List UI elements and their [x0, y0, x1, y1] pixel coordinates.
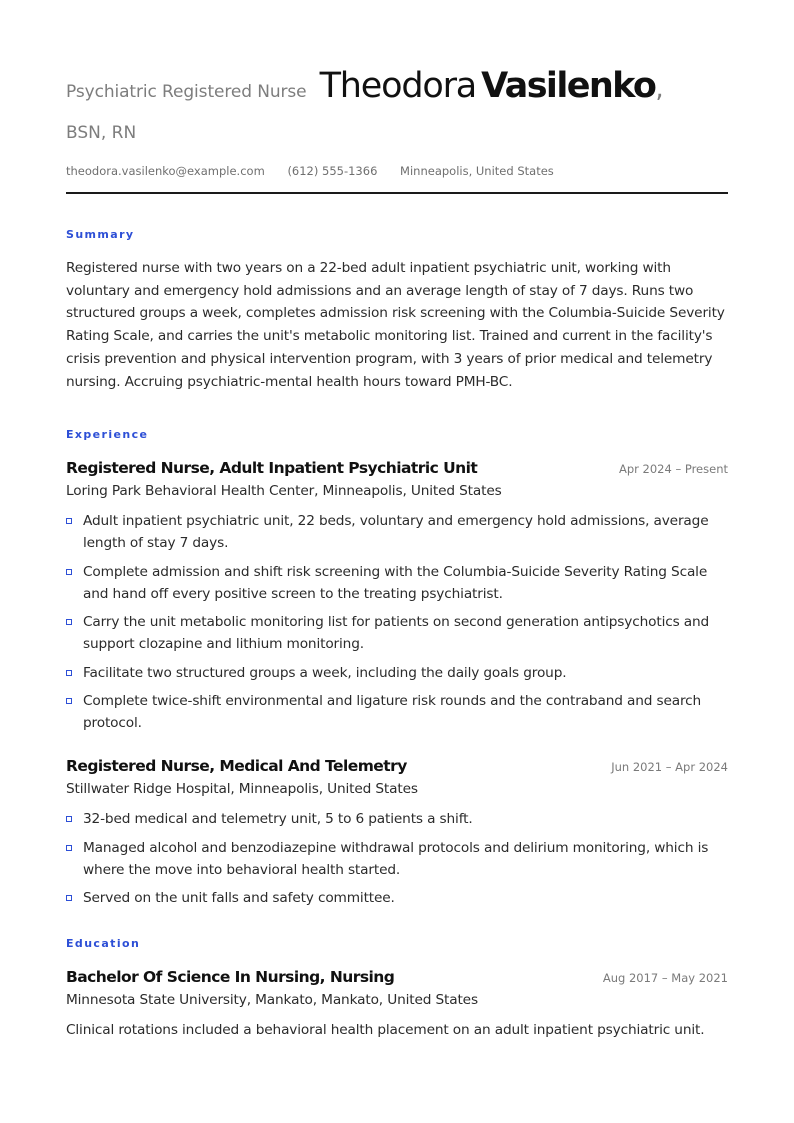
- entry-header: [66, 754, 728, 778]
- entry-header: [66, 456, 728, 480]
- experience-entry: [66, 456, 728, 734]
- entry-header: [66, 965, 728, 989]
- entry-organization: Minnesota State University, Mankato, Mankato, United States: [66, 992, 478, 1009]
- experience-entry: [66, 754, 728, 909]
- entry-title: Registered Nurse, Adult Inpatient Psychiatric Unit: [66, 459, 478, 478]
- list-item: [66, 837, 728, 881]
- bullet-list: [66, 808, 728, 909]
- list-item: [66, 510, 728, 554]
- experience-heading: Experience: [66, 428, 149, 442]
- square-bullet-icon: [66, 619, 72, 625]
- bullet-text: Managed alcohol and benzodiazepine withdrawal protocols and delirium monitoring, which is where the move into behavioral health started.: [83, 839, 709, 878]
- list-item: [66, 887, 728, 909]
- square-bullet-icon: [66, 698, 72, 704]
- bullet-text: Complete admission and shift risk screening with the Columbia-Suicide Severity Rating Scale and hand off every positive screen to the treating psychiatrist.: [83, 563, 708, 602]
- bullet-text: Served on the unit falls and safety committee.: [83, 890, 395, 907]
- credentials: BSN, RN: [66, 123, 137, 143]
- entry-dates: Jun 2021 – Apr 2024: [611, 760, 728, 775]
- square-bullet-icon: [66, 518, 72, 524]
- contact-phone[interactable]: (612) 555-1366: [287, 164, 378, 178]
- square-bullet-icon: [66, 569, 72, 575]
- contact-email[interactable]: theodora.vasilenko@example.com: [66, 164, 265, 178]
- entry-title: Registered Nurse, Medical And Telemetry: [66, 757, 407, 776]
- header-divider: [66, 192, 728, 194]
- bullet-list: [66, 510, 728, 734]
- list-item: [66, 662, 728, 684]
- square-bullet-icon: [66, 816, 72, 822]
- first-name: Theodora: [319, 66, 477, 106]
- bullet-text: Adult inpatient psychiatric unit, 22 beds, voluntary and emergency hold admissions, average length of stay 7 days.: [83, 513, 709, 552]
- bullet-text: Carry the unit metabolic monitoring list for patients on second generation antipsychotics and support clozapine and lithium monitoring.: [83, 614, 710, 653]
- entry-dates: Aug 2017 – May 2021: [602, 971, 728, 986]
- list-item: [66, 611, 728, 655]
- contact-location: Minneapolis, United States: [400, 164, 554, 178]
- square-bullet-icon: [66, 670, 72, 676]
- entry-dates: Apr 2024 – Present: [618, 462, 728, 477]
- bullet-text: Facilitate two structured groups a week, including the daily goals group.: [83, 664, 567, 681]
- bullet-text: 32-bed medical and telemetry unit, 5 to 6 patients a shift.: [83, 811, 473, 828]
- entry-title: Bachelor Of Science In Nursing, Nursing: [66, 968, 395, 987]
- square-bullet-icon: [66, 845, 72, 851]
- entry-organization: Stillwater Ridge Hospital, Minneapolis, United States: [66, 781, 418, 798]
- resume-header: [66, 62, 728, 110]
- list-item: [66, 690, 728, 734]
- job-title: Psychiatric Registered Nurse: [66, 82, 307, 102]
- contact-row: [66, 162, 728, 180]
- list-item: [66, 808, 728, 830]
- last-name: Vasilenko: [481, 66, 656, 106]
- summary-heading: Summary: [66, 228, 135, 241]
- name-comma: ,: [655, 74, 664, 104]
- summary-text: Registered nurse with two years on a 22-bed adult inpatient psychiatric unit, working with voluntary and emergency hold admissions and an average length of stay of 7 days. Runs two structured groups a week, completes admission risk screening with the Columbia-Suicide Severity Rating Scale, and carries the unit's metabolic monitoring list. Trained and current in the facility's crisis prevention and physical intervention program, with 3 years of prior medical and telemetry nursing. Accruing psychiatric-mental health hours toward PMH-BC.: [66, 260, 725, 390]
- education-heading: Education: [66, 937, 141, 951]
- square-bullet-icon: [66, 895, 72, 901]
- education-description: Clinical rotations included a behavioral health placement on an adult inpatient psychiatric unit.: [66, 1022, 705, 1039]
- bullet-text: Complete twice-shift environmental and ligature risk rounds and the contraband and search protocol.: [83, 693, 702, 732]
- entry-organization: Loring Park Behavioral Health Center, Minneapolis, United States: [66, 483, 502, 500]
- education-entry: [66, 965, 728, 1041]
- list-item: [66, 561, 728, 605]
